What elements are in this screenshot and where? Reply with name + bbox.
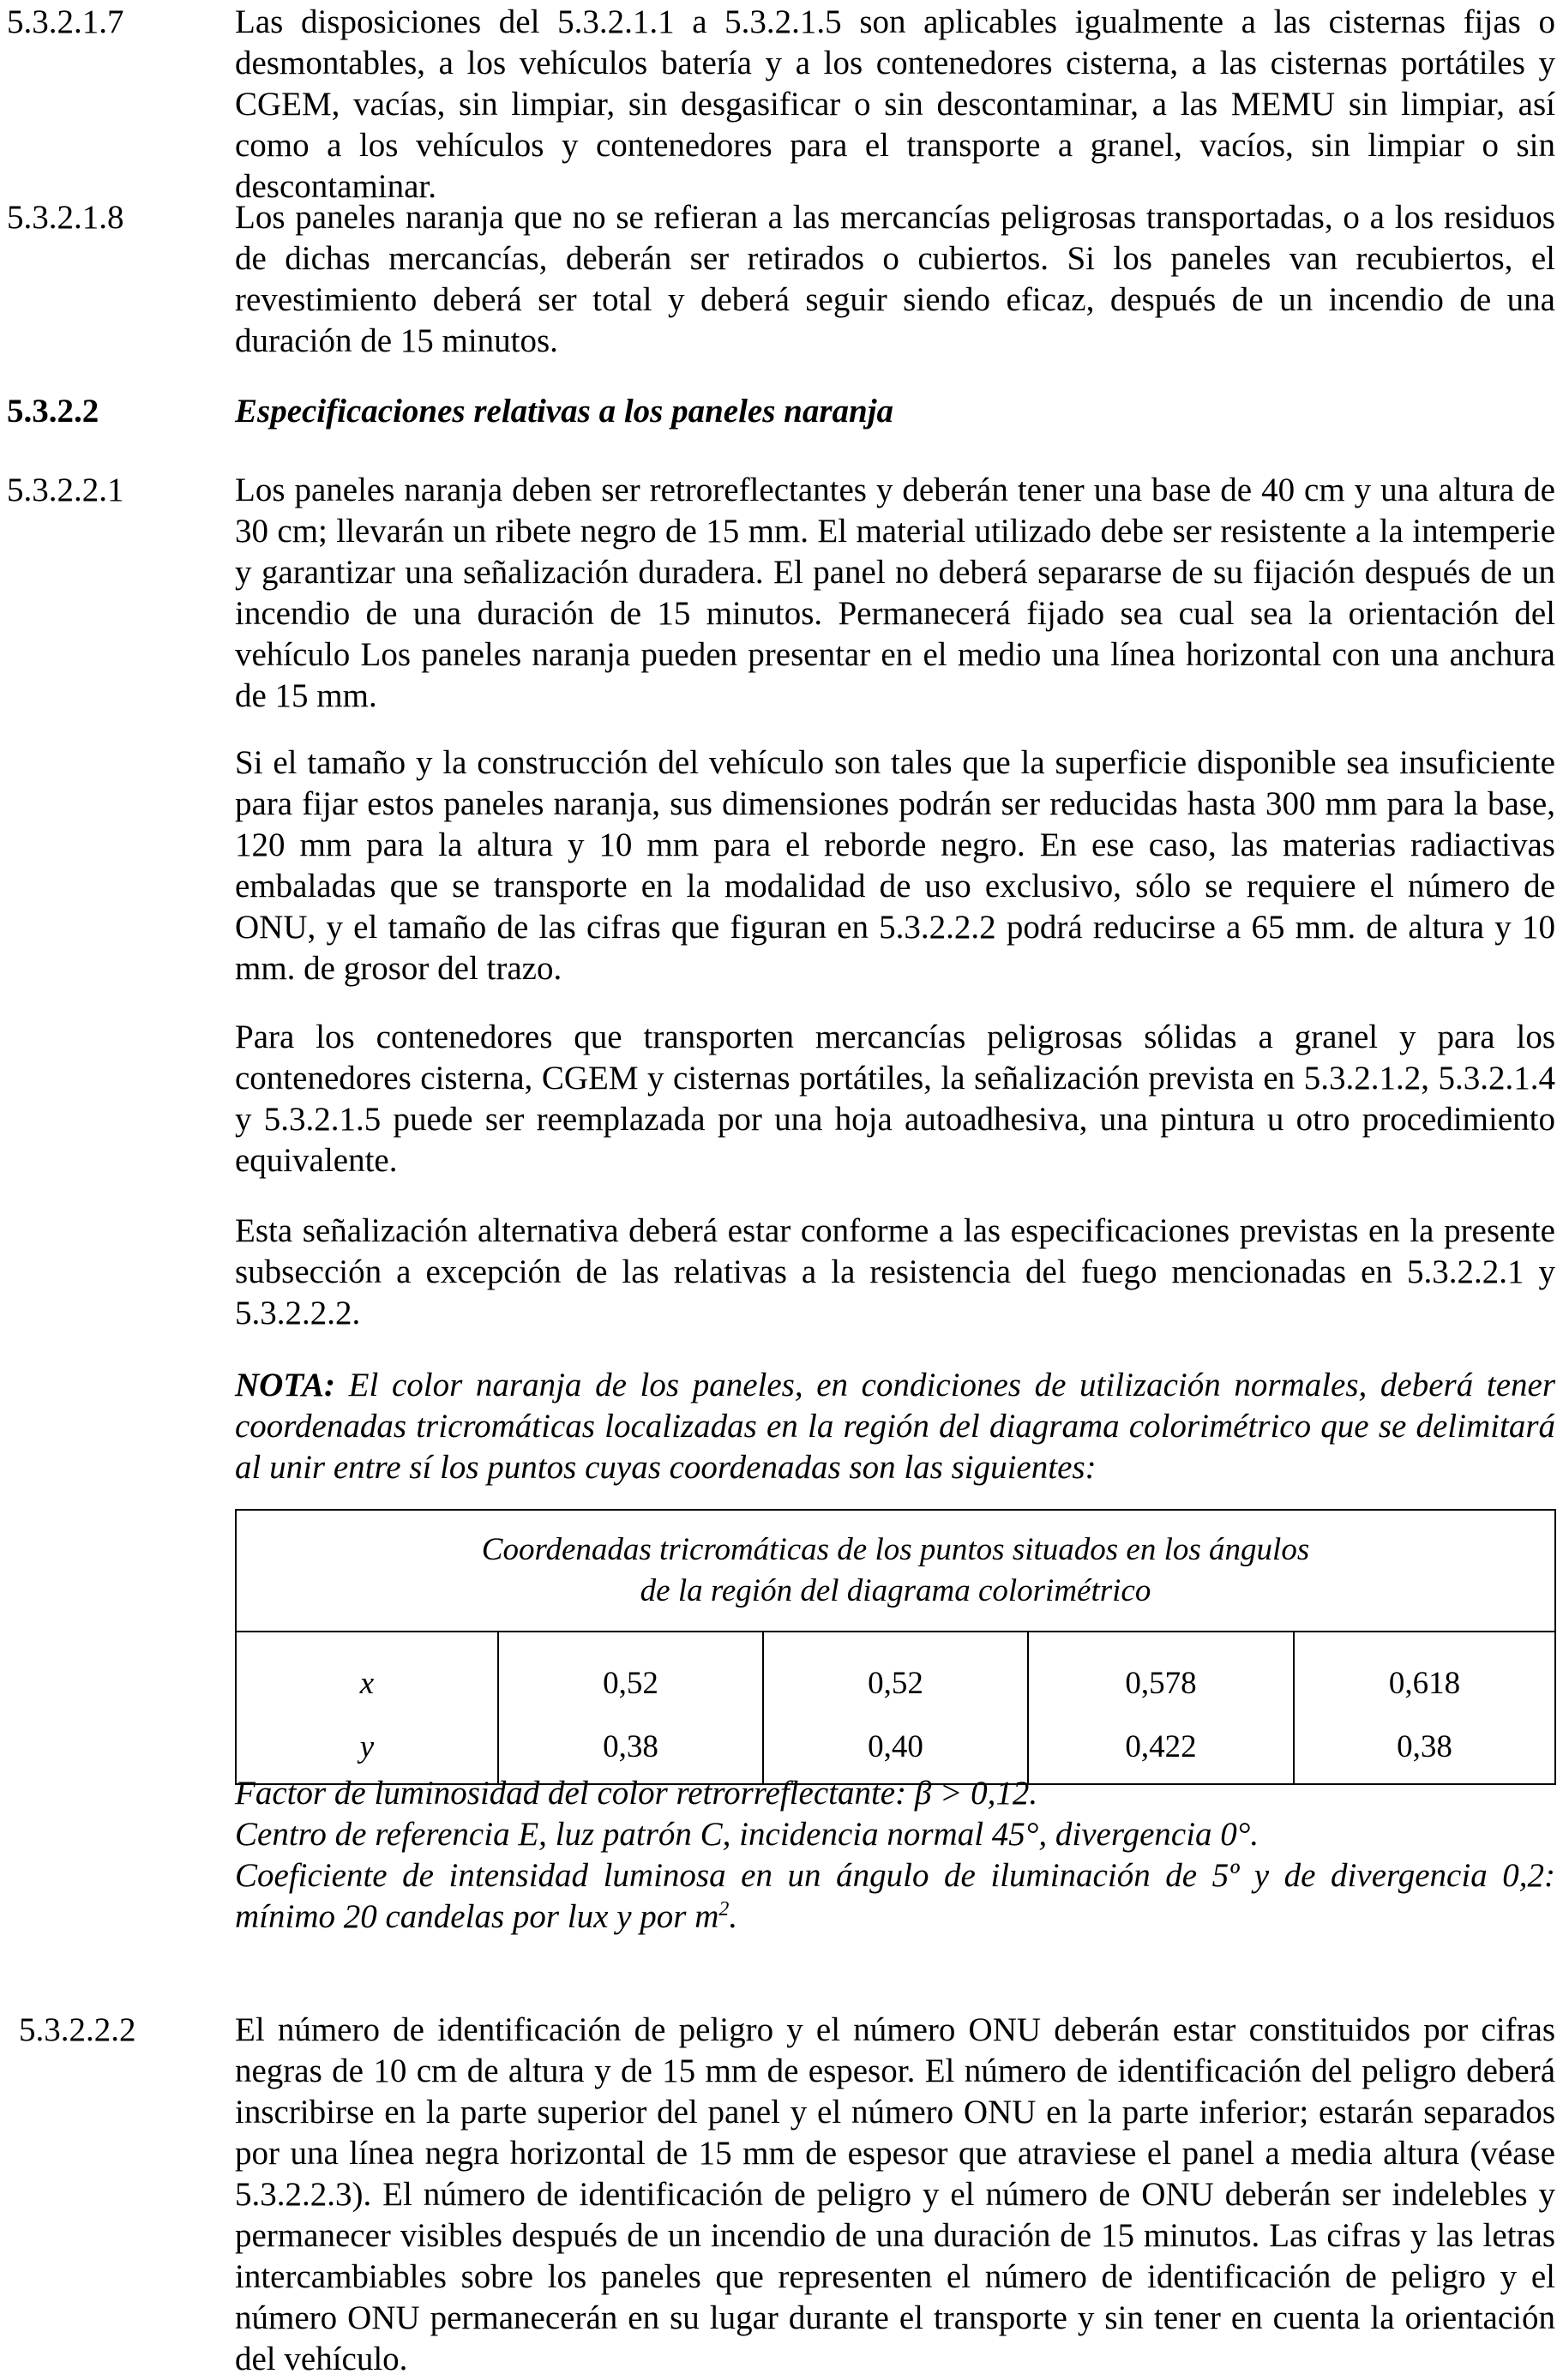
section-number: 5.3.2.2.2 xyxy=(19,2011,136,2048)
section-text: Las disposiciones del 5.3.2.1.1 a 5.3.2.1.5 son aplicables igualmente a las cisternas fijas o desmontables, a los vehículos batería y a los contenedores cisterna, a las cisternas portátiles y CGEM, vacías, sin limpiar, sin desgasificar o sin descontaminar, a las MEMU sin limpiar, así como a los vehículos y contenedores para el transporte a granel, vacíos, sin limpiar o sin descontaminar. xyxy=(235,3,1555,205)
table-caption-line-1: Coordenadas tricromáticas de los puntos situados en los ángulos xyxy=(481,1532,1310,1567)
section-number: 5.3.2.2.1 xyxy=(7,472,124,508)
row-label-x: x xyxy=(236,1632,498,1711)
row-label-y: y xyxy=(236,1711,498,1784)
table-cell: 0,40 xyxy=(763,1711,1028,1784)
table-cell: 0,38 xyxy=(498,1711,763,1784)
table-cell: 0,52 xyxy=(498,1632,763,1711)
section-text: El número de identificación de peligro y el número ONU deberán estar constituidos por cifras negras de 10 cm de altura y de 15 mm de espesor. El número de identificación del peligro deberá inscribirse en la parte superior del panel y el número ONU en la parte inferior; estarán separados por una línea negra horizontal de 15 mm de espesor que atraviese el panel a media altura (véase 5.3.2.2.3). El número de identificación de peligro y el número de ONU deberán ser indelebles y permanecer visibles después de un incendio de una duración de 15 minutos. Las cifras y las letras intercambiables sobre los paneles que representen el número de identificación de peligro y el número ONU permanecerán en su lugar durante el transporte y sin tener en cuenta la orientación del vehículo. xyxy=(235,2011,1555,2377)
nota-paragraph xyxy=(235,1365,1555,1488)
table-cell: 0,422 xyxy=(1028,1711,1294,1784)
nota-label: NOTA: xyxy=(235,1367,335,1403)
section-paragraph: Para los contenedores que transporten mercancías peligrosas sólidas a granel y para los contenedores cisterna, CGEM y cisternas portátiles, la señalización prevista en 5.3.2.1.2, 5.3.2.1.4 y 5.3.2.1.5 puede ser reemplazada por una hoja autoadhesiva, una pintura u otro procedimiento equivalente. xyxy=(235,1019,1555,1179)
section-paragraph: Si el tamaño y la construcción del vehículo son tales que la superficie disponible sea insuficiente para fijar estos paneles naranja, sus dimensiones podrán ser reducidas hasta 300 mm para la base, 120 mm para la altura y 10 mm para el reborde negro. En ese caso, las materias radiactivas embaladas que se transporte en la modalidad de uso exclusivo, sólo se requiere el número de ONU, y el tamaño de las cifras que figuran en 5.3.2.2.2 podrá reducirse a 65 mm. de altura y 10 mm. de grosor del trazo. xyxy=(235,744,1555,987)
table-cell: 0,578 xyxy=(1028,1632,1294,1711)
table-cell: 0,618 xyxy=(1294,1632,1555,1711)
notes-block xyxy=(235,1773,1555,1938)
section-paragraph: Esta señalización alternativa deberá estar conforme a las especificaciones previstas en la presente subsección a excepción de las relativas a la resistencia del fuego mencionadas en 5.3.2.2.1 y 5.3.2.2.2. xyxy=(235,1212,1555,1331)
section-heading: Especificaciones relativas a los paneles naranja xyxy=(235,393,894,430)
section-number: 5.3.2.1.7 xyxy=(7,3,124,40)
nota-text: El color naranja de los paneles, en condiciones de utilización normales, deberá tener coordenadas tricromáticas localizadas en la región del diagrama colorimétrico que se delimitará al unir entre sí los puntos cuyas coordenadas son las siguientes: xyxy=(235,1367,1555,1486)
section-text: Los paneles naranja que no se refieran a las mercancías peligrosas transportadas, o a los residuos de dichas mercancías, deberán ser retirados o cubiertos. Si los paneles van recubiertos, el revestimiento deberá ser total y deberá seguir siendo eficaz, después de un incendio de una duración de 15 minutos. xyxy=(235,199,1555,359)
table-cell: 0,52 xyxy=(763,1632,1028,1711)
chromaticity-table xyxy=(235,1509,1556,1785)
note-intensity xyxy=(235,1855,1555,1938)
note-luminosity: Factor de luminosidad del color retrorreflectante: β > 0,12. xyxy=(235,1775,1038,1812)
note-reference: Centro de referencia E, luz patrón C, incidencia normal 45°, divergencia 0°. xyxy=(235,1816,1259,1853)
table-row xyxy=(236,1632,1555,1711)
note-superscript: 2 xyxy=(718,1898,730,1920)
note-intensity-text: Coeficiente de intensidad luminosa en un ángulo de iluminación de 5º y de divergencia 0,2: mínimo 20 candelas por lux y por m xyxy=(235,1857,1555,1935)
note-intensity-tail: . xyxy=(729,1898,738,1935)
section-number: 5.3.2.1.8 xyxy=(7,199,124,236)
section-number: 5.3.2.2 xyxy=(7,393,99,430)
table-caption xyxy=(236,1510,1555,1632)
table-cell: 0,38 xyxy=(1294,1711,1555,1784)
section-paragraph: Los paneles naranja deben ser retroreflectantes y deberán tener una base de 40 cm y una altura de 30 cm; llevarán un ribete negro de 15 mm. El material utilizado debe ser resistente a la intemperie y garantizar una señalización duradera. El panel no deberá separarse de su fijación después de un incendio de una duración de 15 minutos. Permanecerá fijado sea cual sea la orientación del vehículo Los paneles naranja pueden presentar en el medio una línea horizontal con una anchura de 15 mm. xyxy=(235,472,1555,714)
table-caption-line-2: de la región del diagrama colorimétrico xyxy=(640,1573,1151,1608)
